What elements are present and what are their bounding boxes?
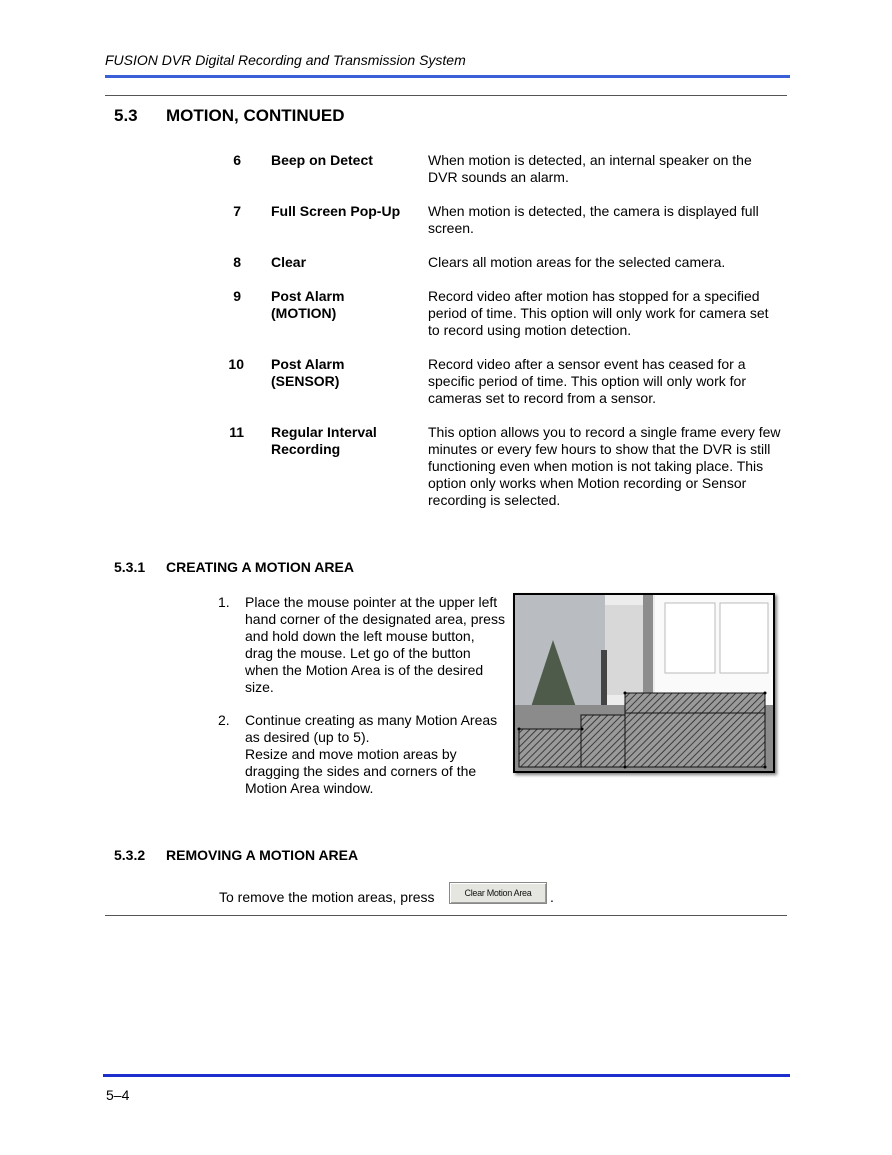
camera-view-illustration: [515, 595, 773, 771]
document-header-title: FUSION DVR Digital Recording and Transmission System: [105, 52, 466, 68]
camera-motion-area-image: [513, 593, 775, 773]
subsection-title: REMOVING A MOTION AREA: [166, 847, 359, 863]
step-text: Place the mouse pointer at the upper left hand corner of the designated area, press and hold down the left mouse button, drag the mouse. Let go of the button when the Motion Area is of the desired size.: [245, 594, 505, 695]
step-text: Continue creating as many Motion Areas as desired (up to 5). Resize and move motion areas by dragging the sides and corners of the Motion Area window.: [245, 712, 498, 796]
option-number: 11: [229, 424, 244, 440]
option-description: Record video after motion has stopped for a specified period of time. This option will only work for camera set to record using motion detection.: [428, 288, 769, 338]
section-divider-bottom: [105, 915, 787, 916]
subsection-number: 5.3.2: [114, 847, 146, 863]
option-name: Clear: [271, 254, 307, 270]
subsection-number: 5.3.1: [114, 559, 146, 575]
option-number: 10: [228, 356, 244, 372]
section-divider-top: [105, 95, 787, 96]
option-number: 8: [233, 254, 241, 270]
header-rule: [105, 75, 790, 78]
option-number: 7: [233, 203, 241, 219]
option-description: When motion is detected, the camera is displayed full screen.: [428, 203, 759, 236]
step-number: 2.: [218, 712, 230, 728]
footer-rule: [103, 1074, 790, 1077]
option-name: Regular Interval Recording: [271, 424, 377, 457]
step-number: 1.: [218, 594, 230, 610]
section-number: 5.3: [114, 106, 138, 125]
option-name: Beep on Detect: [271, 152, 373, 168]
page-number: 5–4: [106, 1087, 130, 1103]
option-name: Post Alarm (SENSOR): [271, 356, 345, 389]
subsection-title: CREATING A MOTION AREA: [166, 559, 354, 575]
option-description: This option allows you to record a single frame every few minutes or every few hours to show that the DVR is still functioning even when motion is not taking place. This option only works when Motion recording or Sensor recording is selected.: [428, 424, 781, 508]
clear-motion-area-button[interactable]: Clear Motion Area: [449, 882, 547, 904]
sentence-period: .: [550, 889, 554, 905]
option-number: 9: [233, 288, 241, 304]
remove-instruction-text: To remove the motion areas, press: [219, 889, 435, 905]
option-name: Post Alarm (MOTION): [271, 288, 345, 321]
option-description: When motion is detected, an internal speaker on the DVR sounds an alarm.: [428, 152, 752, 185]
section-title: MOTION, CONTINUED: [166, 106, 345, 125]
option-number: 6: [233, 152, 241, 168]
option-name: Full Screen Pop-Up: [271, 203, 401, 219]
option-description: Clears all motion areas for the selected camera.: [428, 254, 726, 270]
option-description: Record video after a sensor event has ceased for a specific period of time. This option will only work for cameras set to record from a sensor.: [428, 356, 746, 406]
